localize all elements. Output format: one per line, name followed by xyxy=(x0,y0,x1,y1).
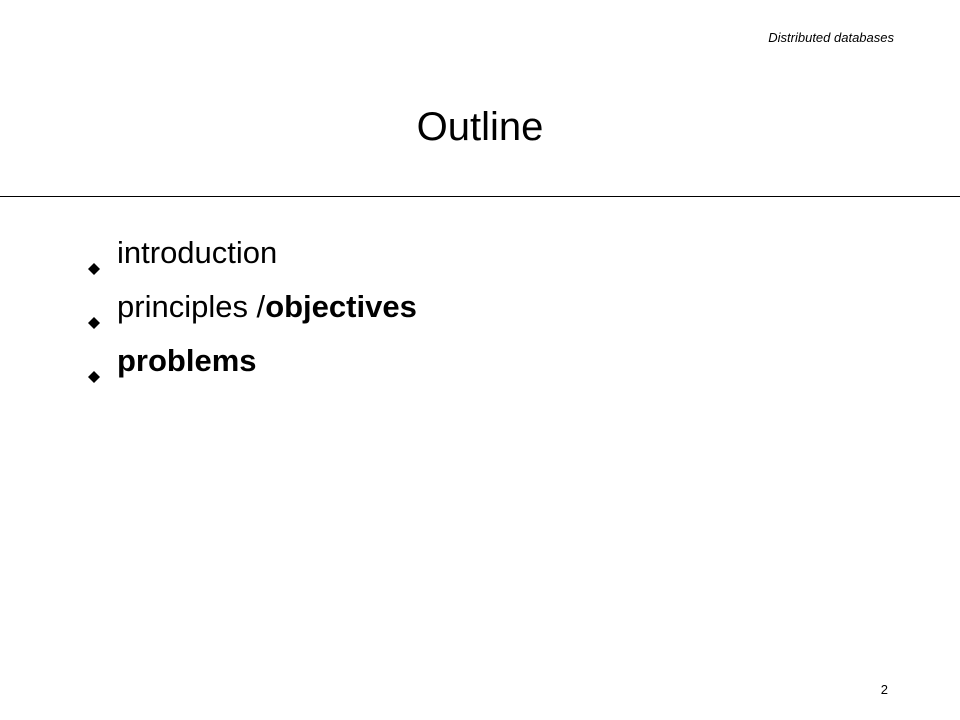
diamond-bullet-icon xyxy=(88,301,100,313)
outline-list xyxy=(88,234,417,396)
diamond-bullet-icon xyxy=(88,355,100,367)
diamond-bullet-icon xyxy=(88,247,100,259)
outline-item-introduction xyxy=(88,234,417,272)
outline-item-label: problems xyxy=(117,343,257,378)
slide-title: Outline xyxy=(416,105,544,149)
outline-item-principles-objectives xyxy=(88,288,417,326)
outline-item-label-regular: principles / xyxy=(117,289,266,324)
outline-item-label-emphasis: objectives xyxy=(265,289,417,324)
outline-item-problems xyxy=(88,342,417,380)
page-number: 2 xyxy=(880,682,888,697)
header-course-title: Distributed databases xyxy=(768,30,894,45)
outline-item-label: introduction xyxy=(117,235,278,270)
title-divider xyxy=(0,196,960,197)
